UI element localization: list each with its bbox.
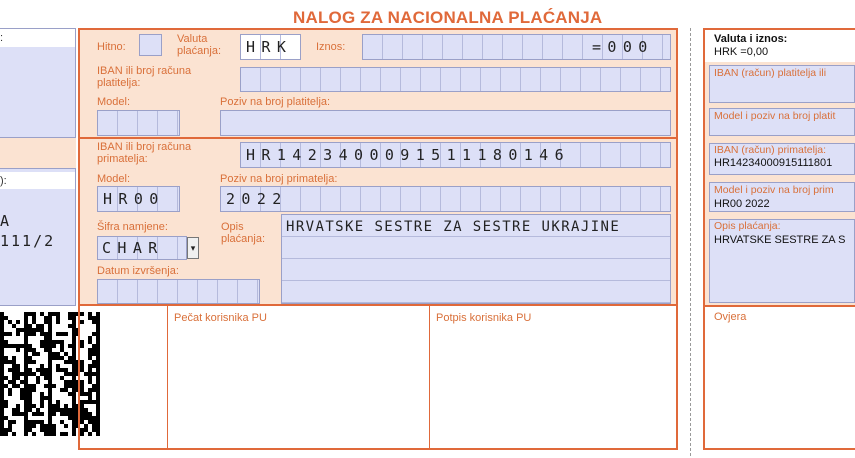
sifra-namjene-dropdown-button[interactable] <box>187 237 199 259</box>
model-primatelja-value: HR00 <box>103 190 165 208</box>
poziv-platitelja-label: Poziv na broj platitelja: <box>220 96 331 108</box>
iban-primatelja-label: IBAN ili broj računa primatelja: <box>97 141 192 165</box>
receipt-valuta-iznos-label: Valuta i iznos: <box>714 33 788 45</box>
chevron-down-icon: ▾ <box>190 243 196 253</box>
sifra-namjene-value: CHAR <box>102 239 164 257</box>
payee-address-partial: 111/2 <box>0 232 56 250</box>
poziv-primatelja-label: Poziv na broj primatelja: <box>220 173 338 185</box>
receipt-iban-platitelja-label: IBAN (račun) platitelja ili <box>714 67 827 79</box>
opis-placanja-label: Opis plaćanja: <box>221 221 266 245</box>
stamp-divider <box>429 306 430 448</box>
pecat-label: Pečat korisnika PU <box>174 312 267 324</box>
payee-name-partial: A <box>0 212 12 230</box>
left-column-separator <box>0 138 76 168</box>
receipt-divider <box>705 305 855 307</box>
receipt-ovjera-label: Ovjera <box>714 311 747 323</box>
receipt-model-poziv-platitelja-label: Model i poziv na broj platit <box>714 110 836 122</box>
tear-off-separator <box>690 28 691 456</box>
form-title: NALOG ZA NACIONALNA PLAĆANJA <box>293 8 603 27</box>
barcode-divider <box>167 306 168 448</box>
model-primatelja-label: Model: <box>97 173 131 185</box>
hitno-label: Hitno: <box>97 41 126 53</box>
left-column-mid-header <box>0 172 75 189</box>
iban-platitelja-field[interactable] <box>240 67 671 92</box>
datum-izvrsenja-label: Datum izvršenja: <box>97 265 179 277</box>
receipt-iban-primatelja-value: HR14234000915111801 <box>714 157 833 169</box>
iban-platitelja-label: IBAN ili broj računa platitelja: <box>97 65 192 89</box>
form-body-divider <box>80 304 676 306</box>
receipt-valuta-iznos-value: HRK =0,00 <box>714 46 769 58</box>
receipt-model-poziv-primatelja-value: HR00 2022 <box>714 198 770 210</box>
opis-placanja-value: HRVATSKE SESTRE ZA SESTRE UKRAJINE <box>286 219 621 235</box>
receipt-iban-primatelja-label: IBAN (račun) primatelja: <box>714 144 827 156</box>
left-column-mid-label: ): <box>0 175 7 187</box>
model-platitelja-field[interactable] <box>97 110 180 136</box>
iznos-label: Iznos: <box>316 41 346 53</box>
receipt-opis-label: Opis plaćanja: <box>714 220 781 232</box>
iban-primatelja-value: HR1423400091511180146 <box>246 146 571 164</box>
hitno-checkbox[interactable] <box>139 34 162 56</box>
valuta-label: Valuta plaćanja: <box>177 33 222 57</box>
left-column-top-label: : <box>0 32 4 44</box>
model-platitelja-label: Model: <box>97 96 131 108</box>
valuta-value: HRK <box>246 38 293 56</box>
potpis-label: Potpis korisnika PU <box>436 312 532 324</box>
poziv-primatelja-value: 2022 <box>226 190 288 208</box>
receipt-model-poziv-primatelja-label: Model i poziv na broj prim <box>714 184 834 196</box>
iznos-value: =000 <box>592 38 654 56</box>
receipt-opis-value: HRVATSKE SESTRE ZA S <box>714 234 846 246</box>
datum-izvrsenja-field[interactable] <box>97 279 260 304</box>
left-column-top-header <box>0 29 75 47</box>
poziv-platitelja-field[interactable] <box>220 110 671 136</box>
sifra-namjene-label: Šifra namjene: <box>97 221 168 233</box>
